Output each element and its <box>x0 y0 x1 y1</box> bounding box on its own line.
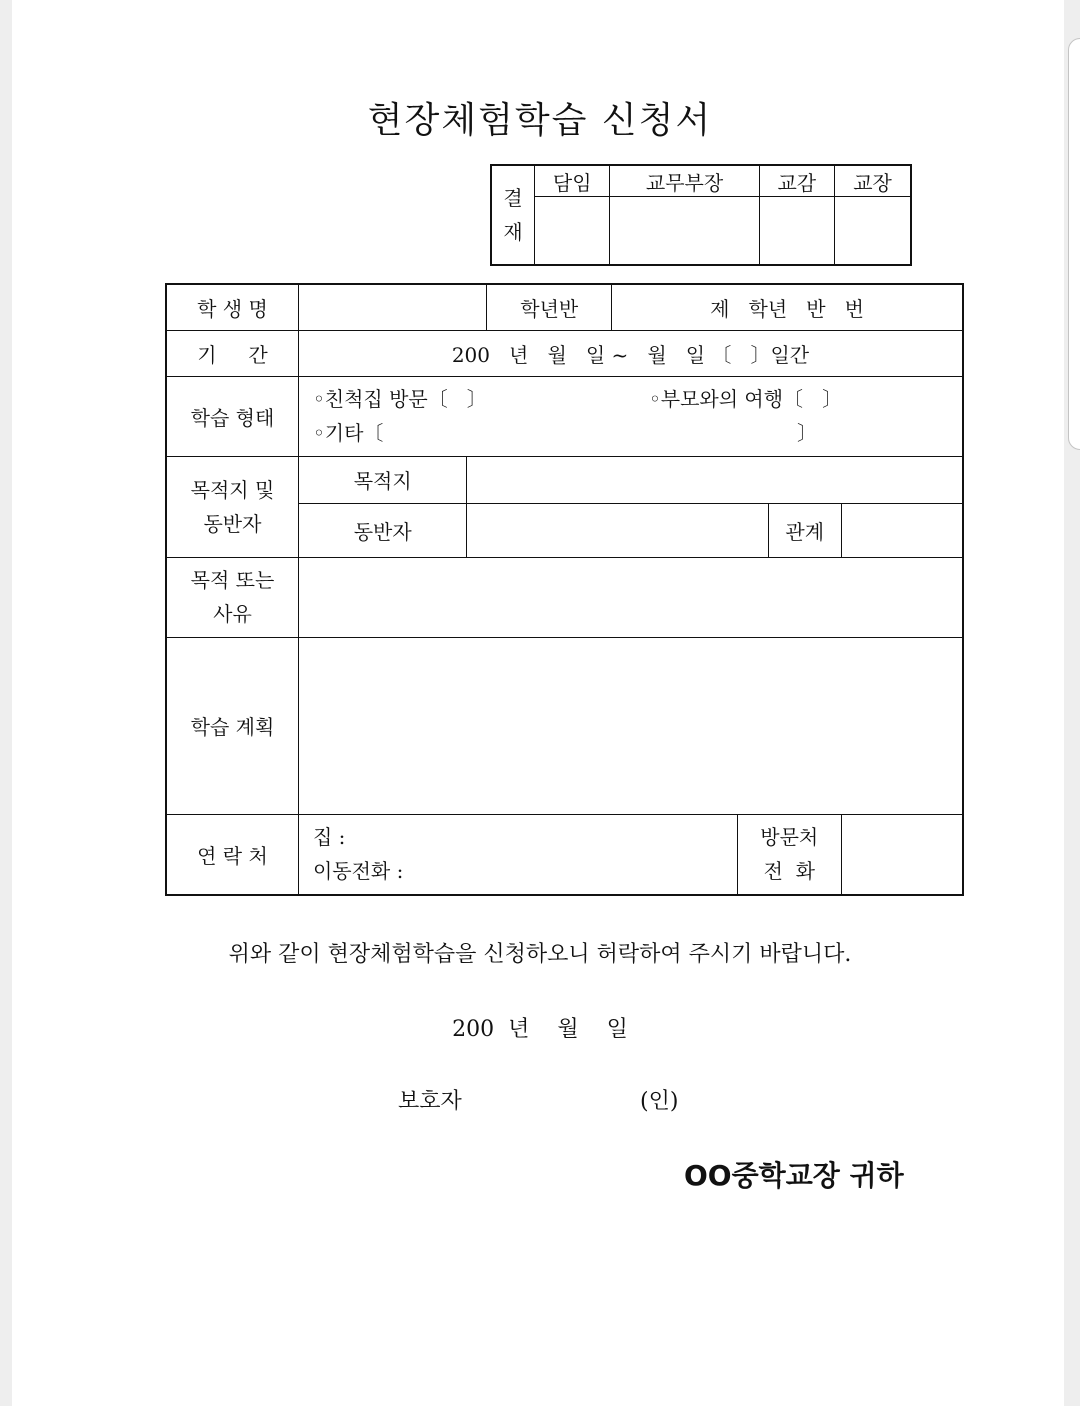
student-name-field[interactable] <box>298 284 486 330</box>
guardian-seal[interactable]: (인) <box>640 1089 679 1114</box>
companion-label: 동반자 <box>298 503 467 557</box>
approval-sign-homeroom[interactable] <box>535 197 610 266</box>
type-option-other[interactable]: ◦기타〔 <box>312 421 384 445</box>
approval-sign-academic-head[interactable] <box>610 197 759 266</box>
approval-col-homeroom: 담임 <box>535 165 610 197</box>
type-option-relative-visit[interactable]: ◦친척집 방문〔 〕 <box>312 387 487 411</box>
type-option-other-end: 〕 <box>796 421 817 445</box>
request-statement: 위와 같이 현장체험학습을 신청하오니 허락하여 주시기 바랍니다. <box>228 942 852 967</box>
relation-label: 관계 <box>768 503 841 557</box>
approval-col-academic-head: 교무부장 <box>610 165 759 197</box>
visit-phone-label <box>737 814 841 895</box>
visit-phone-label-line2: 전 화 <box>763 859 815 884</box>
companion-field[interactable] <box>467 503 768 557</box>
grade-class-label: 학년반 <box>487 284 612 330</box>
approval-side-bottom: 재 <box>503 220 523 244</box>
approval-box <box>490 164 912 266</box>
application-form-table <box>165 283 964 896</box>
destination-companion-label <box>166 456 298 557</box>
purpose-label-line1: 목적 또는 <box>190 568 275 592</box>
destination-companion-label-line1: 목적지 및 <box>190 477 275 502</box>
purpose-label-line2: 사유 <box>213 602 252 626</box>
relation-field[interactable] <box>841 503 963 557</box>
approval-sign-principal[interactable] <box>835 197 911 266</box>
grade-class-field[interactable]: 제 학년 반 번 <box>612 284 963 330</box>
purpose-field[interactable] <box>298 557 963 637</box>
type-option-family-trip[interactable]: ◦부모와의 여행〔 〕 <box>648 387 843 411</box>
student-name-label: 학 생 명 <box>166 284 298 330</box>
learning-type-label: 학습 형태 <box>166 376 298 456</box>
learning-type-field[interactable] <box>298 376 963 456</box>
approval-col-principal: 교장 <box>835 165 911 197</box>
recipient-closing: OO중학교장 귀하 <box>684 1159 904 1192</box>
destination-label: 목적지 <box>298 456 467 503</box>
learning-plan-field[interactable] <box>298 637 963 814</box>
destination-companion-label-line2: 동반자 <box>203 511 262 536</box>
approval-col-vice-principal: 교감 <box>759 165 834 197</box>
form-title: 현장체험학습 신청서 <box>367 100 713 141</box>
mobile-phone-label: 이동전화 : <box>312 859 404 884</box>
approval-side-top: 결 <box>503 186 523 210</box>
period-field[interactable]: 200 년 월 일 ~ 월 일 〔 〕일간 <box>298 330 963 376</box>
purpose-label <box>166 557 298 637</box>
contact-field[interactable] <box>298 814 737 895</box>
application-date: 200 년 월 일 <box>452 1017 628 1042</box>
visit-phone-field[interactable] <box>841 814 963 895</box>
approval-side-label <box>491 165 535 265</box>
contact-label: 연 락 처 <box>166 814 298 895</box>
destination-field[interactable] <box>467 456 963 503</box>
visit-phone-label-line1: 방문처 <box>760 825 819 850</box>
approval-sign-vice-principal[interactable] <box>759 197 834 266</box>
guardian-label: 보호자 <box>398 1089 462 1114</box>
learning-plan-label: 학습 계획 <box>166 637 298 814</box>
home-phone-label: 집 : <box>312 825 346 850</box>
period-label: 기 간 <box>166 330 298 376</box>
